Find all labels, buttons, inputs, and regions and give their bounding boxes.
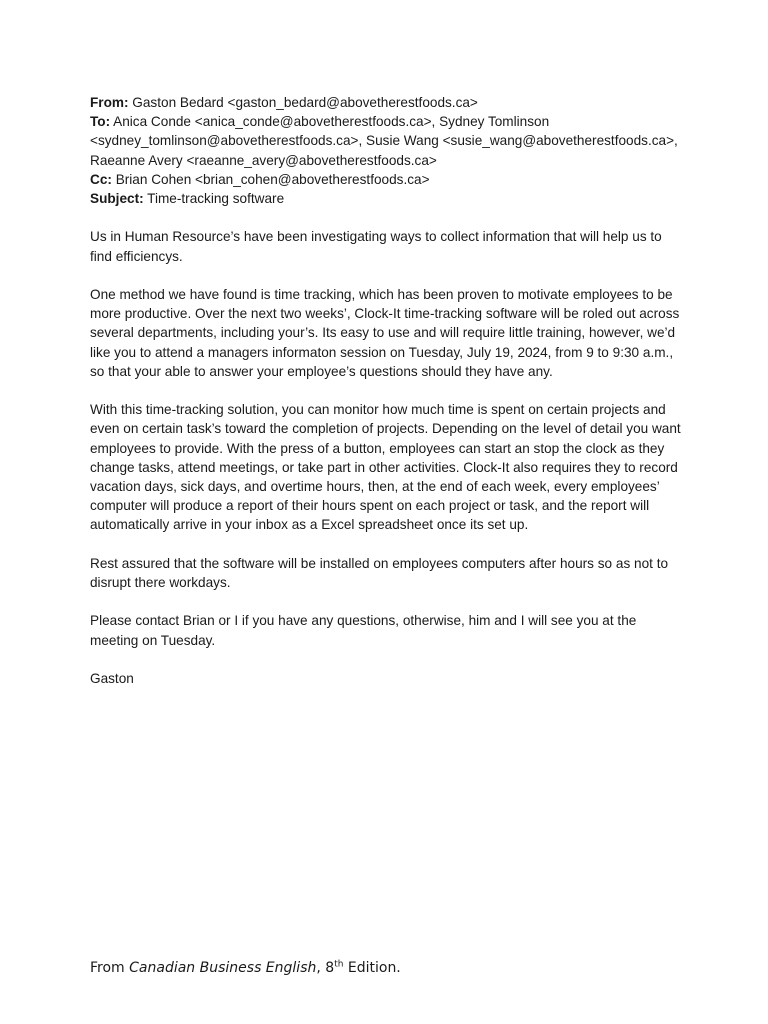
citation-book-title: Canadian Business English — [129, 960, 317, 976]
body-paragraph: Rest assured that the software will be installed on employees computers after hours so as not to disrupt there workdays. — [90, 555, 669, 591]
subject-line — [90, 189, 682, 208]
subject-value: Time-tracking software — [147, 191, 285, 207]
email-document — [90, 93, 682, 688]
to-label: To: — [90, 114, 111, 130]
email-body — [90, 227, 682, 688]
to-line — [90, 112, 682, 170]
body-paragraph: With this time-tracking solution, you can monitor how much time is spent on certain projects and even on certain task’s toward the completion of projects. Depending on the level of detail you want employees to provide. With the press of a button, employees can start an stop the clock as they change tasks, attend meetings, or take part in other activities. Clock-It also requires they to record vacation days, sick days, and overtime hours, then, at the end of each week, every employees’ computer will produce a report of their hours spent on each project or task, and the report will automatically arrive in your inbox as a Excel spreadsheet once its set up. — [90, 402, 681, 533]
citation-superscript: th — [334, 959, 344, 970]
citation-suffix: Edition. — [343, 960, 401, 976]
citation-after-title: , 8 — [316, 960, 335, 976]
body-paragraph: Please contact Brian or I if you have any questions, otherwise, him and I will see you at the meeting on Tuesday. — [90, 613, 637, 648]
body-paragraph: Us in Human Resource’s have been investigating ways to collect information that will help us to find efficiencys. — [90, 229, 662, 264]
signature: Gaston — [90, 671, 134, 686]
from-line — [90, 93, 682, 112]
source-citation — [90, 958, 401, 978]
from-value: Gaston Bedard <gaston_bedard@abovetherestfoods.ca> — [132, 95, 478, 110]
body-paragraph: One method we have found is time tracking, which has been proven to motivate employees to be more productive. Over the next two weeks’, Clock-It time-tracking software will be roled out across several departments, including your’s. Its easy to use and will require little training, however, we’d like you to attend a managers informaton session on Tuesday, July 19, 2024, from 9 to 9:30 a.m., so that your able to answer your employee’s questions should they have any. — [90, 287, 680, 379]
cc-line — [90, 170, 682, 189]
cc-label: Cc: — [90, 171, 112, 187]
to-value: Anica Conde <anica_conde@abovetherestfoods.ca>, Sydney Tomlinson <sydney_tomlinson@abovetherestfoods.ca>, Susie Wang <susie_wang@abovetherestfoods.ca>, Raeanne Avery <raeanne_avery@abovetherestfoods.ca> — [90, 114, 678, 168]
citation-prefix: From — [90, 960, 130, 976]
from-label: From: — [90, 95, 129, 110]
cc-value: Brian Cohen <brian_cohen@abovetherestfoods.ca> — [115, 171, 430, 187]
email-header — [90, 93, 682, 208]
subject-label: Subject: — [90, 191, 144, 207]
